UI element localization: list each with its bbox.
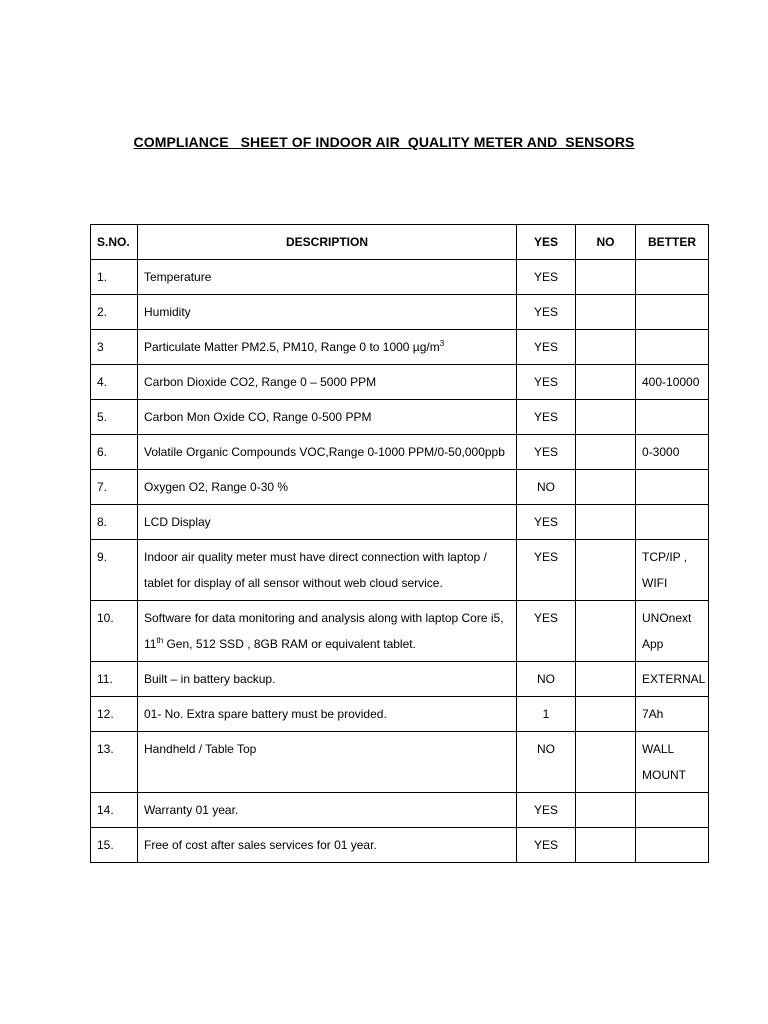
cell-better bbox=[636, 400, 709, 435]
cell-no bbox=[576, 260, 636, 295]
cell-no bbox=[576, 697, 636, 732]
cell-description: LCD Display bbox=[138, 505, 517, 540]
superscript-text: 3 bbox=[439, 339, 445, 348]
table-row bbox=[91, 260, 709, 295]
cell-sno: 2. bbox=[91, 295, 138, 330]
table-row bbox=[91, 793, 709, 828]
cell-better: UNOnext App bbox=[636, 601, 709, 662]
cell-yes: YES bbox=[517, 435, 576, 470]
cell-yes: YES bbox=[517, 540, 576, 601]
cell-sno: 8. bbox=[91, 505, 138, 540]
table-row bbox=[91, 601, 709, 662]
table-row bbox=[91, 662, 709, 697]
cell-sno: 11. bbox=[91, 662, 138, 697]
table-row bbox=[91, 828, 709, 863]
cell-no bbox=[576, 505, 636, 540]
cell-better bbox=[636, 330, 709, 365]
cell-no bbox=[576, 540, 636, 601]
cell-yes: YES bbox=[517, 260, 576, 295]
compliance-table bbox=[90, 224, 709, 863]
cell-better: 400-10000 bbox=[636, 365, 709, 400]
cell-better bbox=[636, 470, 709, 505]
cell-better: TCP/IP , WIFI bbox=[636, 540, 709, 601]
table-row bbox=[91, 540, 709, 601]
cell-yes: YES bbox=[517, 365, 576, 400]
cell-yes: NO bbox=[517, 470, 576, 505]
cell-sno: 5. bbox=[91, 400, 138, 435]
cell-description bbox=[138, 330, 517, 365]
header-no: NO bbox=[576, 225, 636, 260]
cell-description: Carbon Mon Oxide CO, Range 0-500 PPM bbox=[138, 400, 517, 435]
table-row bbox=[91, 365, 709, 400]
header-yes: YES bbox=[517, 225, 576, 260]
cell-sno: 7. bbox=[91, 470, 138, 505]
cell-no bbox=[576, 470, 636, 505]
cell-description: Temperature bbox=[138, 260, 517, 295]
cell-yes: YES bbox=[517, 400, 576, 435]
cell-description: Warranty 01 year. bbox=[138, 793, 517, 828]
cell-no bbox=[576, 662, 636, 697]
cell-better: WALL MOUNT bbox=[636, 732, 709, 793]
description-text: Particulate Matter PM2.5, PM10, Range 0 to 1000 µg/m bbox=[144, 340, 440, 354]
cell-description: Carbon Dioxide CO2, Range 0 – 5000 PPM bbox=[138, 365, 517, 400]
cell-description: Built – in battery backup. bbox=[138, 662, 517, 697]
superscript-text: th bbox=[156, 636, 164, 645]
cell-no bbox=[576, 365, 636, 400]
table-row bbox=[91, 400, 709, 435]
table-header-row bbox=[91, 225, 709, 260]
cell-no bbox=[576, 828, 636, 863]
cell-better: 7Ah bbox=[636, 697, 709, 732]
cell-better bbox=[636, 828, 709, 863]
cell-description: 01- No. Extra spare battery must be provided. bbox=[138, 697, 517, 732]
cell-yes: NO bbox=[517, 662, 576, 697]
cell-yes: YES bbox=[517, 330, 576, 365]
cell-better bbox=[636, 295, 709, 330]
header-sno: S.NO. bbox=[91, 225, 138, 260]
cell-sno: 1. bbox=[91, 260, 138, 295]
cell-yes: YES bbox=[517, 505, 576, 540]
cell-no bbox=[576, 601, 636, 662]
cell-better bbox=[636, 260, 709, 295]
cell-description: Humidity bbox=[138, 295, 517, 330]
cell-sno: 12. bbox=[91, 697, 138, 732]
cell-description: Volatile Organic Compounds VOC,Range 0-1000 PPM/0-50,000ppb bbox=[138, 435, 517, 470]
table-row bbox=[91, 435, 709, 470]
cell-yes: YES bbox=[517, 601, 576, 662]
table-row bbox=[91, 505, 709, 540]
cell-better bbox=[636, 793, 709, 828]
cell-description: Free of cost after sales services for 01 year. bbox=[138, 828, 517, 863]
cell-yes: YES bbox=[517, 295, 576, 330]
cell-description: Handheld / Table Top bbox=[138, 732, 517, 793]
header-description: DESCRIPTION bbox=[138, 225, 517, 260]
cell-no bbox=[576, 732, 636, 793]
cell-no bbox=[576, 295, 636, 330]
cell-yes: YES bbox=[517, 793, 576, 828]
table-row bbox=[91, 697, 709, 732]
cell-sno: 14. bbox=[91, 793, 138, 828]
description-text: Software for data monitoring and analysis along with laptop Core i5, 11 bbox=[144, 611, 504, 651]
table-row bbox=[91, 330, 709, 365]
table-row bbox=[91, 732, 709, 793]
cell-sno: 4. bbox=[91, 365, 138, 400]
cell-no bbox=[576, 435, 636, 470]
cell-description: Oxygen O2, Range 0-30 % bbox=[138, 470, 517, 505]
table-row bbox=[91, 295, 709, 330]
cell-sno: 9. bbox=[91, 540, 138, 601]
cell-sno: 13. bbox=[91, 732, 138, 793]
cell-description bbox=[138, 601, 517, 662]
header-better: BETTER bbox=[636, 225, 709, 260]
page-title: COMPLIANCE SHEET OF INDOOR AIR QUALITY METER AND SENSORS bbox=[133, 134, 635, 150]
cell-description: Indoor air quality meter must have direct connection with laptop / tablet for display of all sensor without web cloud service. bbox=[138, 540, 517, 601]
cell-no bbox=[576, 793, 636, 828]
cell-no bbox=[576, 330, 636, 365]
cell-yes: 1 bbox=[517, 697, 576, 732]
description-text: Gen, 512 SSD , 8GB RAM or equivalent tablet. bbox=[163, 637, 416, 651]
cell-better: 0-3000 bbox=[636, 435, 709, 470]
cell-sno: 3 bbox=[91, 330, 138, 365]
cell-sno: 15. bbox=[91, 828, 138, 863]
cell-no bbox=[576, 400, 636, 435]
cell-sno: 10. bbox=[91, 601, 138, 662]
cell-sno: 6. bbox=[91, 435, 138, 470]
cell-yes: NO bbox=[517, 732, 576, 793]
cell-better: EXTERNAL bbox=[636, 662, 709, 697]
table-row bbox=[91, 470, 709, 505]
cell-better bbox=[636, 505, 709, 540]
cell-yes: YES bbox=[517, 828, 576, 863]
